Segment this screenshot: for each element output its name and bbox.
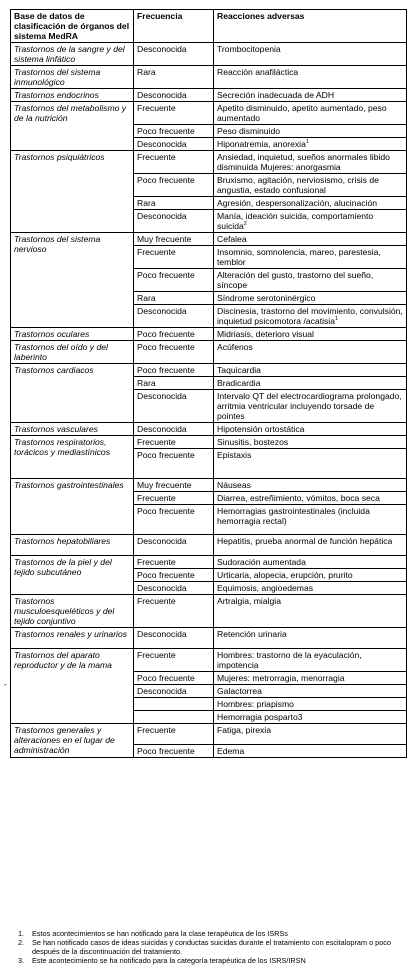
frequency-cell: Desconocida — [134, 685, 214, 698]
footnotes — [10, 930, 410, 966]
reaction-cell — [214, 436, 407, 449]
frequency-cell — [134, 711, 214, 724]
frequency-cell: Desconocida — [134, 535, 214, 556]
reaction-text: Sinusitis, bostezos — [217, 437, 289, 447]
frequency-cell: Desconocida — [134, 582, 214, 595]
table-row — [11, 535, 407, 556]
table-row — [11, 66, 407, 89]
reaction-cell — [214, 328, 407, 341]
reaction-text: Artralgia, mialgia — [217, 596, 281, 606]
reaction-text: Fatiga, pirexia — [217, 725, 271, 735]
frequency-cell: Poco frecuente — [134, 174, 214, 197]
reaction-cell — [214, 174, 407, 197]
frequency-cell: Poco frecuente — [134, 364, 214, 377]
frequency-cell: Rara — [134, 377, 214, 390]
reaction-cell — [214, 138, 407, 151]
reaction-text: Sudoración aumentada — [217, 557, 306, 567]
organ-system-cell: Trastornos del metabolismo y de la nutrición — [11, 102, 134, 151]
frequency-cell: Poco frecuente — [134, 125, 214, 138]
reaction-text: Galactorrea — [217, 686, 262, 696]
organ-system-cell: Trastornos del sistema inmunológico — [11, 66, 134, 89]
frequency-cell: Desconocida — [134, 43, 214, 66]
table-row — [11, 364, 407, 377]
table-header-row — [11, 10, 407, 43]
reaction-cell — [214, 745, 407, 758]
reaction-cell — [214, 233, 407, 246]
reaction-text: Taquicardia — [217, 365, 261, 375]
reaction-cell — [214, 125, 407, 138]
reaction-cell — [214, 89, 407, 102]
reaction-cell — [214, 269, 407, 292]
reaction-text: Reacción anafiláctica — [217, 67, 299, 77]
frequency-cell: Frecuente — [134, 595, 214, 628]
organ-system-cell: Trastornos musculoesqueléticos y del tejido conjuntivo — [11, 595, 134, 628]
frequency-cell: Desconocida — [134, 423, 214, 436]
organ-system-cell: Trastornos psiquiátricos — [11, 151, 134, 233]
reaction-text: Epistaxis — [217, 450, 252, 460]
reaction-cell — [214, 390, 407, 423]
footnote-2: 2. Se han notificado casos de ideas suicidas y conductas suicidas durante el tratamiento con escitalopram o poco después de la discontinuación del tratamiento. — [18, 937, 391, 956]
frequency-cell: Poco frecuente — [134, 269, 214, 292]
reaction-text: Agresión, despersonalización, alucinación — [217, 198, 378, 208]
adverse-reactions-table — [10, 9, 407, 758]
reaction-cell — [214, 505, 407, 535]
reaction-text: Alteración del gusto, trastorno del sueño, síncope — [217, 270, 374, 290]
table-row — [11, 628, 407, 649]
reaction-text: Acúfenos — [217, 342, 253, 352]
reaction-cell — [214, 66, 407, 89]
reaction-text: Hemorragias gastrointestinales (incluida hemorragia rectal) — [217, 506, 370, 526]
footnote-1: 1. Estos acontecimientos se han notificado para la clase terapéutica de los ISRSs — [18, 929, 288, 938]
organ-system-cell: Trastornos del aparato reproductor y de la mama — [11, 649, 134, 724]
table-row — [11, 423, 407, 436]
reaction-cell — [214, 724, 407, 745]
reaction-text: Secreción inadecuada de ADH — [217, 90, 335, 100]
frequency-cell: Muy frecuente — [134, 479, 214, 492]
reaction-cell — [214, 341, 407, 364]
frequency-cell: Rara — [134, 66, 214, 89]
reaction-cell — [214, 698, 407, 711]
organ-system-cell: Trastornos endocrinos — [11, 89, 134, 102]
reaction-text: Diarrea, estreñimiento, vómitos, boca seca — [217, 493, 380, 503]
frequency-cell: Desconocida — [134, 305, 214, 328]
table-row — [11, 649, 407, 672]
reaction-cell — [214, 535, 407, 556]
reaction-cell — [214, 423, 407, 436]
frequency-cell: Rara — [134, 292, 214, 305]
reaction-cell — [214, 449, 407, 479]
table-row — [11, 151, 407, 174]
reaction-cell — [214, 292, 407, 305]
reaction-text: Hombres: priapismo — [217, 699, 294, 709]
header-system: Base de datos de clasificación de órganos del sistema MedRA — [11, 10, 134, 43]
reaction-text: Hemorragia posparto3 — [217, 712, 303, 722]
frequency-cell: Frecuente — [134, 492, 214, 505]
footnote-ref: 1 — [335, 316, 339, 323]
table-row — [11, 102, 407, 125]
reaction-cell — [214, 492, 407, 505]
organ-system-cell: Trastornos del oído y del laberinto — [11, 341, 134, 364]
reaction-cell — [214, 305, 407, 328]
frequency-cell: Poco frecuente — [134, 328, 214, 341]
reaction-cell — [214, 672, 407, 685]
organ-system-cell: Trastornos de la sangre y del sistema linfático — [11, 43, 134, 66]
table-row — [11, 43, 407, 66]
header-reactions: Reacciones adversas — [214, 10, 407, 43]
reaction-text: Náuseas — [217, 480, 251, 490]
frequency-cell: Desconocida — [134, 89, 214, 102]
reaction-text: Midriasis, deterioro visual — [217, 329, 314, 339]
margin-marker: - — [4, 680, 7, 689]
reaction-cell — [214, 569, 407, 582]
reaction-text: Bruxismo, agitación, nerviosismo, crisis de angustia, estado confusional — [217, 175, 379, 195]
reaction-cell — [214, 582, 407, 595]
reaction-text: Síndrome serotoninérgico — [217, 293, 316, 303]
reaction-text: Retención urinaria — [217, 629, 287, 639]
reaction-text: Peso disminuido — [217, 126, 281, 136]
table-row — [11, 89, 407, 102]
reaction-cell — [214, 364, 407, 377]
header-frequency: Frecuencia — [134, 10, 214, 43]
frequency-cell: Frecuente — [134, 556, 214, 569]
frequency-cell: Poco frecuente — [134, 505, 214, 535]
reaction-cell — [214, 43, 407, 66]
footnote-ref: 2 — [243, 221, 247, 228]
frequency-cell: Poco frecuente — [134, 745, 214, 758]
table-row — [11, 479, 407, 492]
reaction-text: Discinesia, trastorno del movimiento, convulsión, inquietud psicomotora /acatisia — [217, 306, 403, 326]
reaction-text: Edema — [217, 746, 245, 756]
table-row — [11, 233, 407, 246]
frequency-cell: Poco frecuente — [134, 569, 214, 582]
table-body — [11, 43, 407, 758]
reaction-text: Insomnio, somnolencia, mareo, parestesia, temblor — [217, 247, 381, 267]
reaction-cell — [214, 711, 407, 724]
reaction-cell — [214, 649, 407, 672]
frequency-cell: Frecuente — [134, 436, 214, 449]
reaction-text: Equimosis, angioedemas — [217, 583, 314, 593]
organ-system-cell: Trastornos renales y urinarios — [11, 628, 134, 649]
organ-system-cell: Trastornos cardiacos — [11, 364, 134, 423]
footnote-3: 3. Este acontecimiento se ha notificado para la categoría terapéutica de los ISRS/IRSN — [18, 955, 306, 965]
frequency-cell: Frecuente — [134, 102, 214, 125]
table-row — [11, 436, 407, 449]
table-row — [11, 328, 407, 341]
reaction-text: Ansiedad, inquietud, sueños anormales libido disminuida Mujeres: anorgasmia — [217, 152, 390, 172]
reaction-cell — [214, 685, 407, 698]
reaction-cell — [214, 151, 407, 174]
reaction-text: Hipotensión ortostática — [217, 424, 305, 434]
frequency-cell — [134, 698, 214, 711]
organ-system-cell: Trastornos respiratorios, torácicos y mediastínicos — [11, 436, 134, 479]
reaction-cell — [214, 102, 407, 125]
frequency-cell: Frecuente — [134, 649, 214, 672]
reaction-text: Apetito disminuido, apetito aumentado, peso aumentado — [217, 103, 387, 123]
reaction-text: Manía, ideación suicida, comportamiento suicida — [217, 211, 374, 231]
table-row — [11, 556, 407, 569]
frequency-cell: Rara — [134, 197, 214, 210]
table-row — [11, 724, 407, 745]
organ-system-cell: Trastornos generales y alteraciones en el lugar de administración — [11, 724, 134, 758]
frequency-cell: Poco frecuente — [134, 449, 214, 479]
reaction-text: Bradicardia — [217, 378, 261, 388]
reaction-text: Hombres: trastorno de la eyaculación, impotencia — [217, 650, 362, 670]
reaction-text: Hepatitis, prueba anormal de función hepática — [217, 536, 393, 546]
footnote-ref: 1 — [305, 139, 309, 146]
frequency-cell: Desconocida — [134, 210, 214, 233]
frequency-cell: Frecuente — [134, 724, 214, 745]
frequency-cell: Desconocida — [134, 390, 214, 423]
organ-system-cell: Trastornos gastrointestinales — [11, 479, 134, 535]
frequency-cell: Muy frecuente — [134, 233, 214, 246]
frequency-cell: Poco frecuente — [134, 341, 214, 364]
table-row — [11, 595, 407, 628]
organ-system-cell: Trastornos del sistema nervioso — [11, 233, 134, 328]
reaction-cell — [214, 479, 407, 492]
reaction-cell — [214, 246, 407, 269]
reaction-cell — [214, 595, 407, 628]
reaction-cell — [214, 628, 407, 649]
reaction-cell — [214, 210, 407, 233]
reaction-text: Hiponatremia, anorexia — [217, 139, 306, 149]
reaction-text: Urticaria, alopecia, erupción, prurito — [217, 570, 353, 580]
frequency-cell: Frecuente — [134, 151, 214, 174]
organ-system-cell: Trastornos hepatobiliares — [11, 535, 134, 556]
reaction-cell — [214, 377, 407, 390]
reaction-text: Mujeres: metrorragia, menorragia — [217, 673, 345, 683]
frequency-cell: Desconocida — [134, 628, 214, 649]
reaction-text: Intervalo QT del electrocardiograma prolongado, arritmia ventricular incluyendo torsade de pointes — [217, 391, 402, 421]
reaction-text: Cefalea — [217, 234, 247, 244]
reaction-cell — [214, 556, 407, 569]
frequency-cell: Poco frecuente — [134, 672, 214, 685]
table-row — [11, 341, 407, 364]
organ-system-cell: Trastornos oculares — [11, 328, 134, 341]
organ-system-cell: Trastornos vasculares — [11, 423, 134, 436]
reaction-text: Trombocitopenia — [217, 44, 281, 54]
frequency-cell: Desconocida — [134, 138, 214, 151]
frequency-cell: Frecuente — [134, 246, 214, 269]
organ-system-cell: Trastornos de la piel y del tejido subcutáneo — [11, 556, 134, 595]
reaction-cell — [214, 197, 407, 210]
